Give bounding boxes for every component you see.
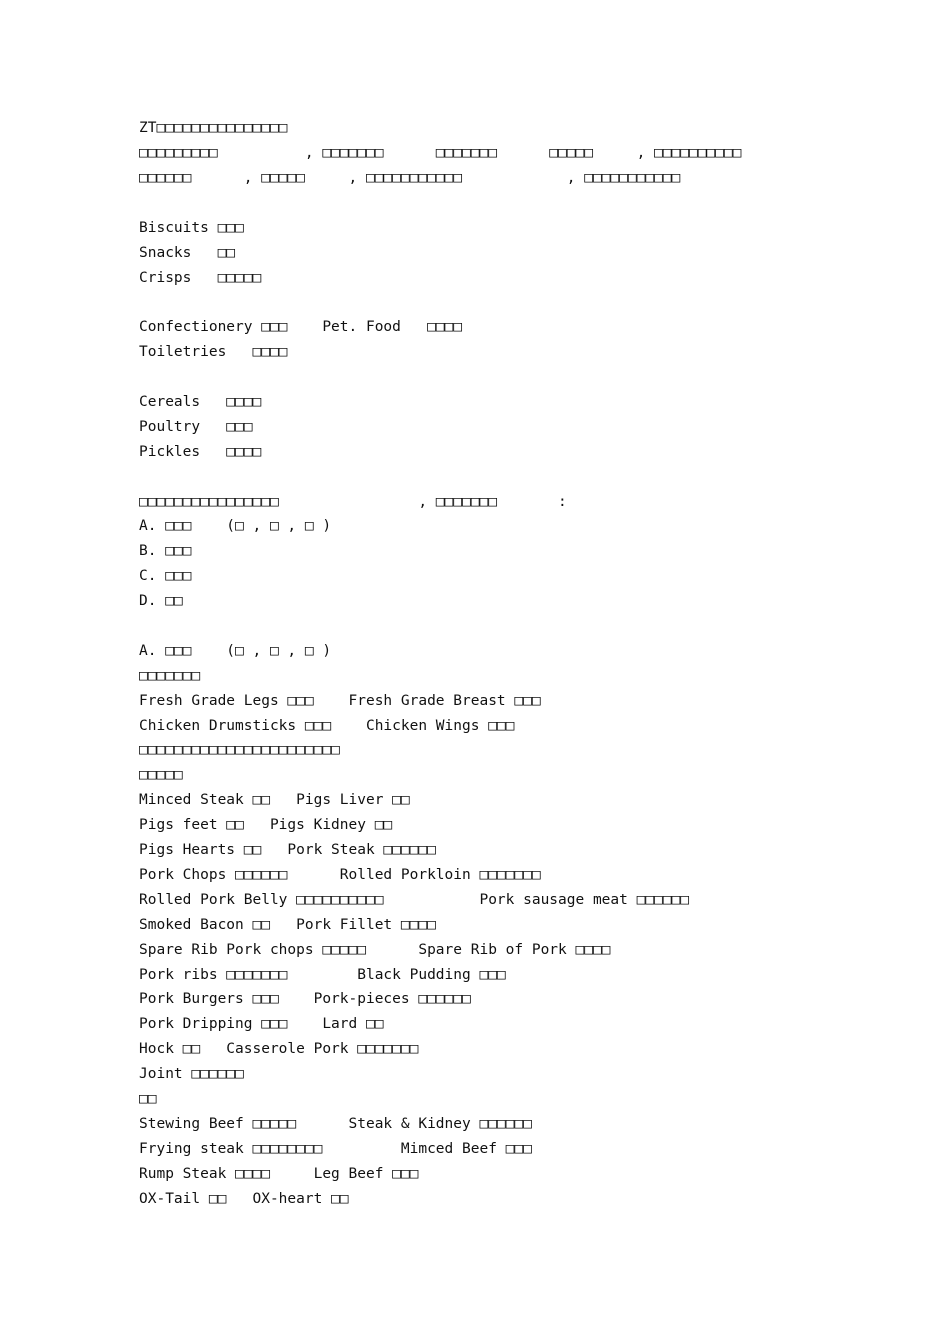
text-line: C. □□□: [139, 568, 192, 584]
text-line: Biscuits □□□: [139, 220, 244, 236]
text-line: Rolled Pork Belly □□□□□□□□□□ Pork sausage meat □□□□□□: [139, 892, 689, 908]
text-line: Pigs feet □□ Pigs Kidney □□: [139, 817, 393, 833]
text-line: Rump Steak □□□□ Leg Beef □□□: [139, 1166, 419, 1182]
text-line: Spare Rib Pork chops □□□□□ Spare Rib of Pork □□□□: [139, 942, 611, 958]
text-line: Pigs Hearts □□ Pork Steak □□□□□□: [139, 842, 436, 858]
text-line: Smoked Bacon □□ Pork Fillet □□□□: [139, 917, 436, 933]
text-line: □□□□□□□: [139, 668, 201, 684]
text-line: A. □□□ (□ , □ , □ ): [139, 643, 332, 659]
text-line: □□□□□: [139, 767, 183, 783]
text-line: Pickles □□□□: [139, 444, 262, 460]
text-line: Pork Burgers □□□ Pork-pieces □□□□□□: [139, 991, 471, 1007]
text-line: Pork ribs □□□□□□□ Black Pudding □□□: [139, 967, 506, 983]
text-line: A. □□□ (□ , □ , □ ): [139, 518, 332, 534]
text-line: □□□□□□□□□ , □□□□□□□ □□□□□□□ □□□□□ , □□□□□□□□□□: [139, 145, 742, 161]
text-line: B. □□□: [139, 543, 192, 559]
text-line: Snacks □□: [139, 245, 236, 261]
text-line: □□□□□□ , □□□□□ , □□□□□□□□□□□ , □□□□□□□□□□□: [139, 170, 681, 186]
text-line: Joint □□□□□□: [139, 1066, 244, 1082]
text-line: Stewing Beef □□□□□ Steak & Kidney □□□□□□: [139, 1116, 532, 1132]
text-line: Pork Chops □□□□□□ Rolled Porkloin □□□□□□□: [139, 867, 541, 883]
text-line: Pork Dripping □□□ Lard □□: [139, 1016, 384, 1032]
text-line: Hock □□ Casserole Pork □□□□□□□: [139, 1041, 419, 1057]
text-line: D. □□: [139, 593, 183, 609]
text-line: OX-Tail □□ OX-heart □□: [139, 1191, 349, 1207]
text-line: □□□□□□□□□□□□□□□□ , □□□□□□□ :: [139, 494, 567, 510]
text-line: □□□□□□□□□□□□□□□□□□□□□□□: [139, 742, 340, 758]
text-line: Frying steak □□□□□□□□ Mimced Beef □□□: [139, 1141, 532, 1157]
text-line: Crisps □□□□□: [139, 270, 262, 286]
text-line: Cereals □□□□: [139, 394, 262, 410]
text-line: Chicken Drumsticks □□□ Chicken Wings □□□: [139, 718, 515, 734]
text-line: Poultry □□□: [139, 419, 253, 435]
text-line: □□: [139, 1091, 157, 1107]
text-line: Fresh Grade Legs □□□ Fresh Grade Breast □□□: [139, 693, 541, 709]
text-line: Toiletries □□□□: [139, 344, 288, 360]
text-line: ZT□□□□□□□□□□□□□□□: [139, 120, 288, 136]
text-line: Confectionery □□□ Pet. Food □□□□: [139, 319, 463, 335]
text-line: Minced Steak □□ Pigs Liver □□: [139, 792, 410, 808]
